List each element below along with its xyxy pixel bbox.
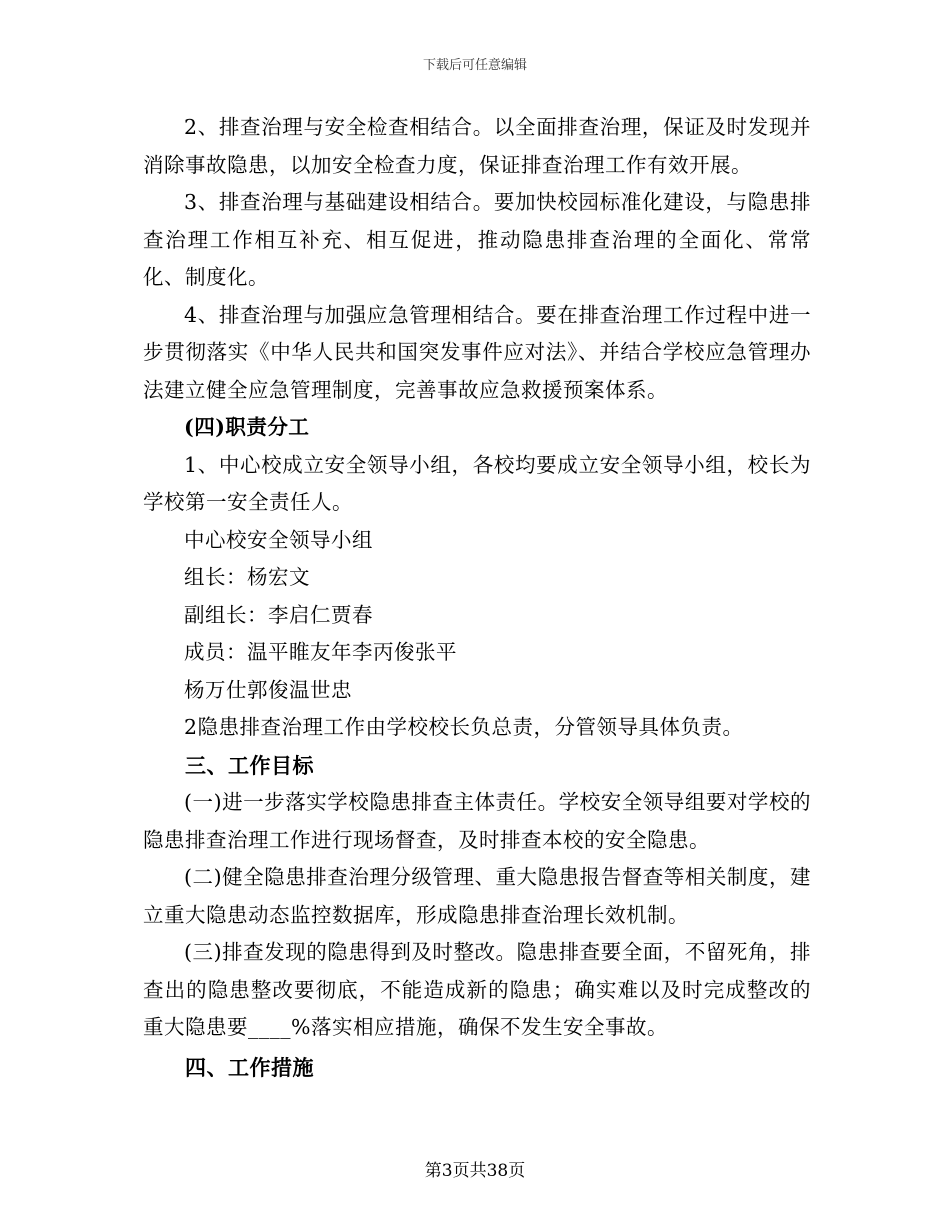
- paragraph-item-2: 2、排查治理与安全检查相结合。以全面排查治理，保证及时发现并消除事故隐患，以加安全检查力度，保证排查治理工作有效开展。: [143, 115, 811, 177]
- paragraph-duty-1: 1、中心校成立安全领导小组，各校均要成立安全领导小组，校长为学校第一安全责任人。: [143, 452, 811, 514]
- group-leader: 组长：杨宏文: [184, 565, 310, 589]
- section-heading-goals: 三、工作目标: [185, 752, 314, 778]
- group-deputy-leader: 副组长：李启仁贾春: [184, 602, 373, 627]
- page-number: 第3页共38页: [424, 1161, 526, 1181]
- paragraph-duty-2: 2隐患排查治理工作由学校校长负总责，分管领导具体负责。: [184, 715, 744, 739]
- paragraph-item-3: 3、排查治理与基础建设相结合。要加快校园标准化建设，与隐患排查治理工作相互补充、相互促进，推动隐患排查治理的全面化、常常化、制度化。: [143, 190, 811, 289]
- paragraph-goal-2: (二)健全隐患排查治理分级管理、重大隐患报告督查等相关制度，建立重大隐患动态监控数据库，形成隐患排查治理长效机制。: [143, 865, 811, 927]
- download-note: 下载后可任意编辑: [422, 58, 527, 73]
- group-members: 成员：温平睢友年李丙俊张平: [184, 640, 457, 664]
- document-body: [143, 109, 811, 1086]
- section-heading-duties: (四)职责分工: [184, 415, 310, 439]
- group-title: 中心校安全领导小组: [184, 527, 373, 552]
- paragraph-goal-1: (一)进一步落实学校隐患排查主体责任。学校安全领导组要对学校的隐患排查治理工作进行现场督查，及时排查本校的安全隐患。: [143, 790, 811, 852]
- paragraph-item-4: 4、排查治理与加强应急管理相结合。要在排查治理工作过程中进一步贯彻落实《中华人民共和国突发事件应对法》、并结合学校应急管理办法建立健全应急管理制度，完善事故应急救援预案体系。: [143, 302, 811, 402]
- section-heading-measures: 四、工作措施: [185, 1054, 314, 1080]
- group-members-continued: 杨万仕郭俊温世忠: [184, 677, 352, 702]
- paragraph-goal-3: (三)排查发现的隐患得到及时整改。隐患排查要全面，不留死角，排查出的隐患整改要彻底，不能造成新的隐患；确实难以及时完成整改的重大隐患要____%落实相应措施，确保不发生安全事故。: [143, 940, 811, 1039]
